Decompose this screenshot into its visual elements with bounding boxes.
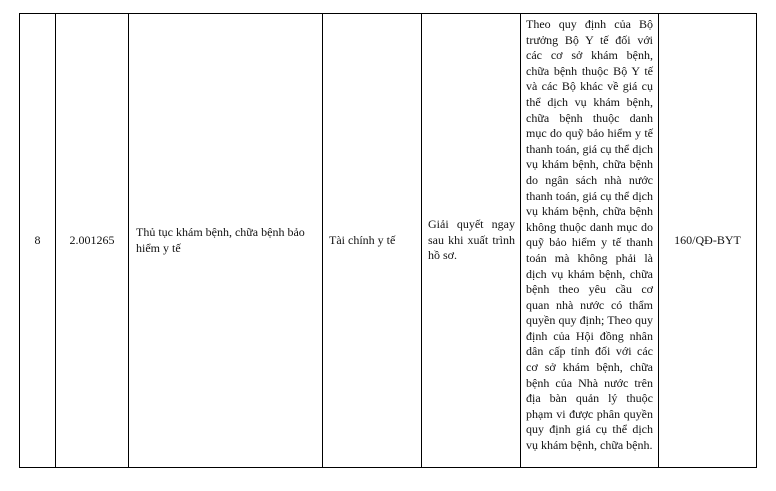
cell-processing-time: Giải quyết ngay sau khi xuất trình hồ sơ. bbox=[422, 14, 521, 468]
cell-field: Tài chính y tế bbox=[323, 14, 422, 468]
cell-procedure-name: Thủ tục khám bệnh, chữa bệnh bảo hiểm y tế bbox=[129, 14, 323, 468]
cell-procedure-code: 2.001265 bbox=[56, 14, 129, 468]
fee-text: Theo quy định của Bộ trưởng Bộ Y tế đối với các cơ sở khám bệnh, chữa bệnh thuộc Bộ Y tế và các Bộ khác về giá cụ thể dịch vụ khám bệnh, chữa bệnh thuộc danh mục do quỹ bảo hiểm y tế thanh toán, giá cụ thể dịch vụ khám bệnh, chữa bệnh do ngân sách nhà nước thanh toán, giá cụ thể dịch vụ khám bệnh, chữa bệnh không thuộc danh mục do quỹ bảo hiểm y tế thanh toán mà không phải là dịch vụ khám bệnh, chữa bệnh theo yêu cầu cơ quan nhà nước có thẩm quyền quy định; Theo quy định của Hội đồng nhân dân cấp tỉnh đối với các cơ sở khám bệnh, chữa bệnh của Nhà nước trên địa bàn quản lý thuộc phạm vi được phân quyền quy định giá cụ thể dịch vụ khám bệnh, chữa bệnh. bbox=[526, 17, 653, 453]
cell-legal-basis: 160/QĐ-BYT bbox=[659, 14, 757, 468]
cell-fee bbox=[521, 14, 659, 468]
table-row bbox=[20, 14, 757, 468]
cell-stt: 8 bbox=[20, 14, 56, 468]
procedure-table bbox=[19, 13, 757, 468]
